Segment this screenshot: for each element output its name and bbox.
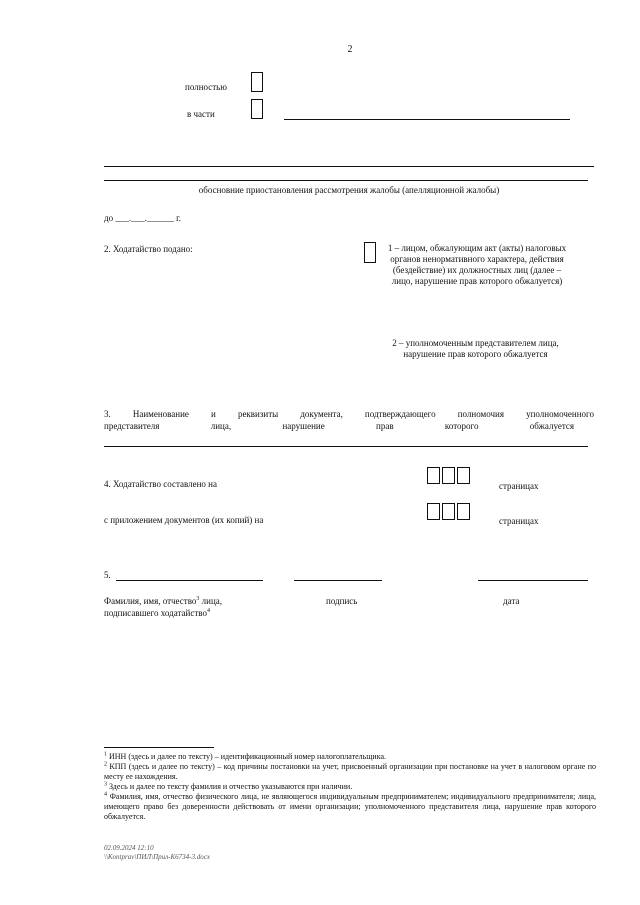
submitter-option-2: 2 – уполномоченным представителем лица, нарушение прав которого обжалуется — [392, 338, 559, 359]
partial-input-line[interactable] — [284, 119, 570, 120]
signature-caption: подпись — [326, 596, 358, 606]
section3-input-line[interactable] — [104, 446, 588, 447]
section4-label: 4. Ходатайство составлено на — [104, 479, 217, 489]
footnote-separator — [104, 747, 214, 748]
footnotes — [104, 752, 596, 822]
footnote-3: $^3$ Здесь и далее по тексту фамилия и отчество указываются при наличии. — [104, 781, 353, 791]
footnote-4: $^4$ Фамилия, имя, отчество физического лица, не являющегося индивидуальным предпринимателем; индивидуального предпринимателя; лица, имеющего право без доверенности действовать от имени организации; уполномоченного представителя лица, нарушение прав которого обжалуется. — [104, 791, 597, 821]
attachments-label: с приложением документов (их копий) на — [104, 515, 264, 525]
pages-digit-3[interactable] — [457, 467, 470, 484]
footnote-1: $^1$ ИНН (здесь и далее по тексту) – идентификационный номер налогоплательщика. — [104, 751, 387, 761]
option-full-checkbox[interactable] — [251, 72, 263, 92]
pages-digit-1[interactable] — [427, 467, 440, 484]
name-caption-line-2: подписавшего ходатайство$^4$ — [104, 608, 210, 618]
section5-number: 5. — [104, 570, 111, 580]
submitter-type-box[interactable] — [364, 242, 376, 263]
date-caption: дата — [503, 596, 520, 606]
signature-input-line[interactable] — [294, 580, 382, 581]
submitter-option-1: 1 – лицом, обжалующим акт (акты) налоговых органов ненормативного характера, действия (бездействие) их должностных лиц (далее – лицо, нарушение прав которого обжалуется) — [387, 243, 567, 286]
footnote-2: $^2$ КПП (здесь и далее по тексту) – код причины постановки на учет, присвоенный организации при постановке на учет в налоговом органе по месту ее нахождения. — [104, 761, 596, 781]
option-full-label: полностью — [185, 82, 227, 92]
until-date-field[interactable]: до ___.___.______ г. — [104, 213, 182, 223]
attachments-count-cells[interactable] — [427, 503, 472, 525]
pages-count-cells[interactable] — [427, 467, 472, 489]
section3-line-1: 3. Наименование и реквизиты документа, подтверждающего полномочия уполномоченного — [104, 409, 594, 419]
section3-line-2: представителя лица, нарушение прав которого обжалуется — [104, 421, 574, 431]
name-caption: Фамилия, имя, отчество$^3$ лица, — [104, 596, 223, 606]
file-stamp-date: 02.09.2024 12:10 — [104, 844, 154, 852]
basis-caption: обосновние приостановления рассмотрения жалобы (апелляционной жалобы) — [198, 185, 500, 195]
section2-label: 2. Ходатайство подано: — [104, 244, 193, 254]
name-input-line[interactable] — [116, 580, 263, 581]
option-partial-checkbox[interactable] — [251, 99, 263, 119]
option-partial-label: в части — [187, 109, 215, 119]
attachments-digit-2[interactable] — [442, 503, 455, 520]
date-input-line[interactable] — [478, 580, 588, 581]
page-number: 2 — [347, 44, 353, 55]
attachments-unit: страницах — [499, 516, 539, 526]
pages-digit-2[interactable] — [442, 467, 455, 484]
attachments-digit-1[interactable] — [427, 503, 440, 520]
basis-input-line-1[interactable] — [104, 166, 594, 167]
file-stamp-path: \\Kontprav\ПИЛ\Прил-К6734-3.docx — [104, 853, 210, 861]
pages-unit: страницах — [499, 481, 539, 491]
basis-input-line-2[interactable] — [104, 180, 588, 181]
attachments-digit-3[interactable] — [457, 503, 470, 520]
